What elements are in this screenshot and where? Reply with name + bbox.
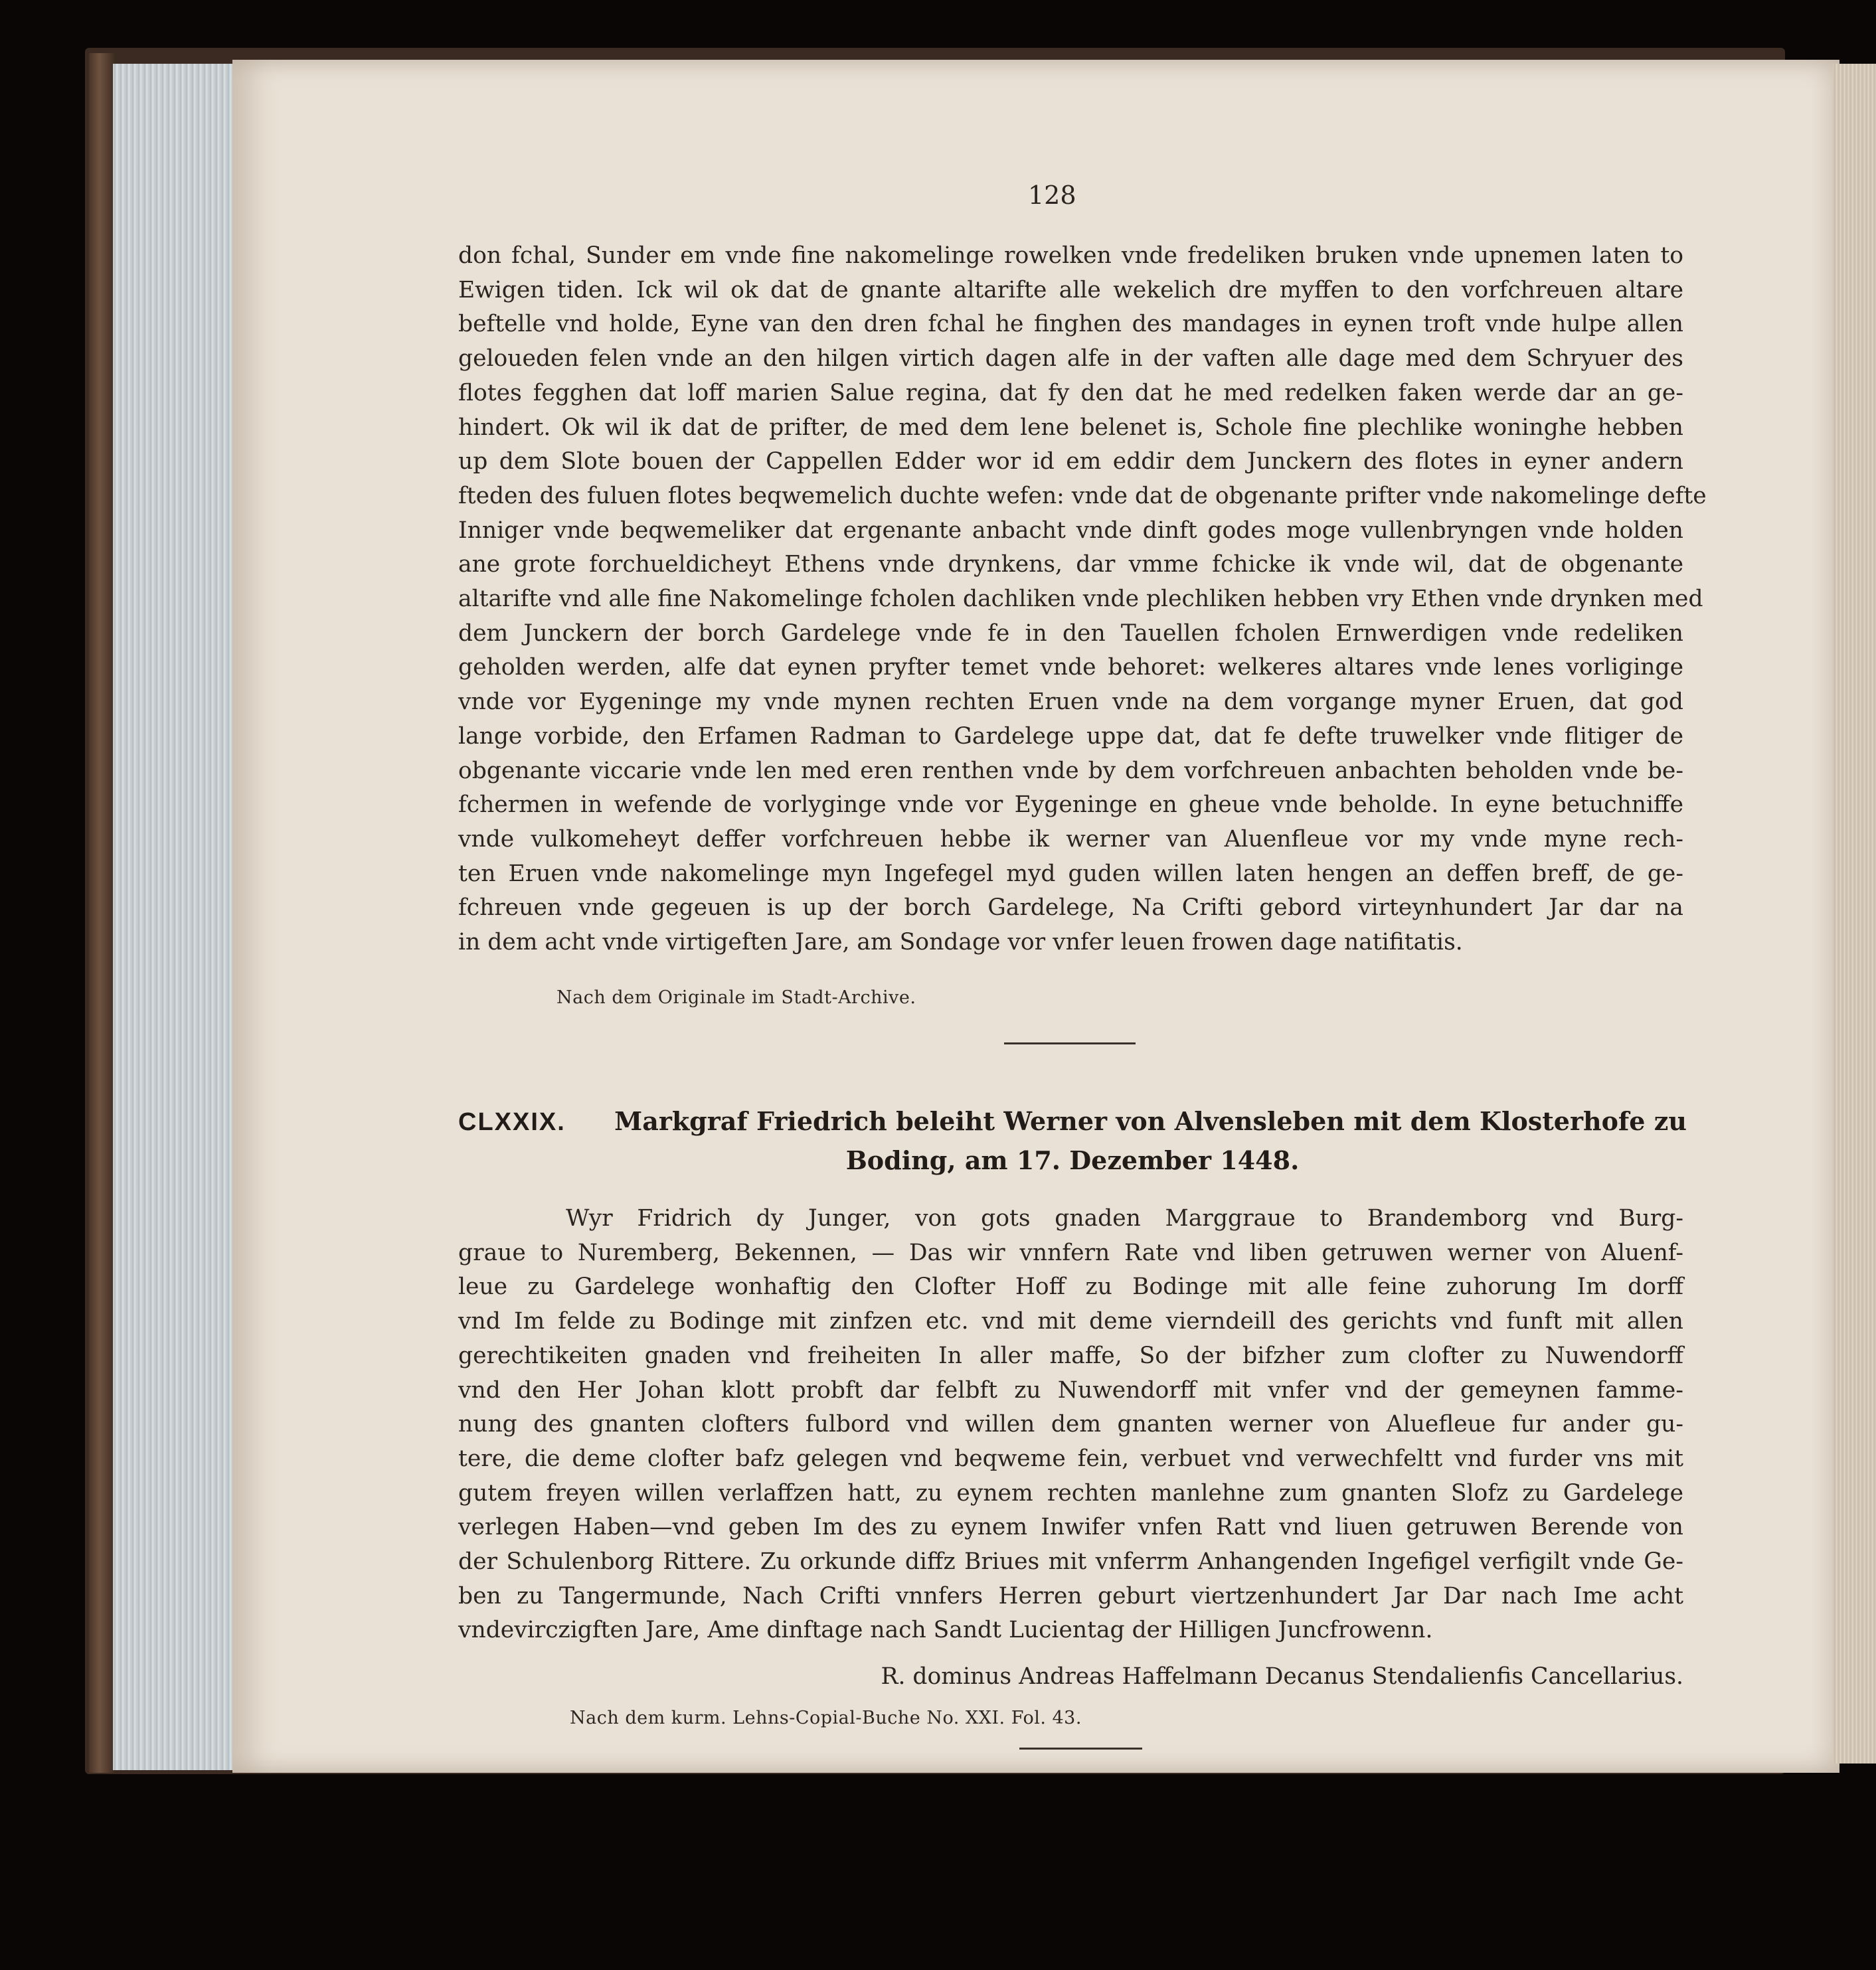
text-line: don fchal, Sunder em vnde fine nakomelinge rowelken vnde fredeliken bruken vnde upnemen laten to xyxy=(458,242,1683,269)
text-line: altarifte vnd alle fine Nakomelinge fcholen dachliken vnde plechliken hebben vry Ethen vnde drynken med xyxy=(458,586,1703,613)
text-line: der Schulenborg Rittere. Zu orkunde diffz Briues mit vnferrm Anhangenden Ingefigel verfigilt vnde Ge- xyxy=(458,1548,1683,1576)
paragraph-charter-2 xyxy=(458,1202,1683,1648)
text-line: obgenante viccarie vnde len med eren renthen vnde by dem vorfchreuen anbachten beholden vnde be- xyxy=(458,757,1683,784)
text-line: ten Eruen vnde nakomelinge myn Ingefegel myd guden willen laten hengen an deffen breff, de ge- xyxy=(458,860,1683,887)
text-line: beftelle vnd holde, Eyne van den dren fchal he finghen des mandages in eynen troft vnde hulpe allen xyxy=(458,311,1683,338)
page-number: 128 xyxy=(1028,181,1076,210)
text-line: fchermen in wefende de vorlyginge vnde vor Eygeninge en gheue vnde beholde. In eyne betuchniffe xyxy=(458,791,1683,819)
text-line: graue to Nuremberg, Bekennen, — Das wir vnnfern Rate vnd liben getruwen werner von Aluenf- xyxy=(458,1239,1683,1266)
text-line: flotes fegghen dat loff marien Salue regina, dat fy den dat he med redelken faken werde dar an ge- xyxy=(458,379,1683,406)
section-divider-2 xyxy=(1019,1748,1142,1750)
text-line: vndevirczigften Jare, Ame dinftage nach Sandt Lucientag der Hilligen Juncfrowenn. xyxy=(458,1617,1433,1644)
text-line: ben zu Tangermunde, Nach Crifti vnnfers Herren geburt viertzenhundert Jar Dar nach Ime acht xyxy=(458,1582,1683,1609)
text-line: gerechtikeiten gnaden vnd freiheiten In aller maffe, So der bifzher zum clofter zu Nuwendorff xyxy=(458,1342,1683,1369)
text-line: vnd den Her Johan klott probft dar felbft zu Nuwendorff mit vnfer vnd der gemeynen famme- xyxy=(458,1376,1683,1404)
text-line: vnde vor Eygeninge my vnde mynen rechten Eruen vnde na dem vorgange myner Eruen, dat god xyxy=(458,689,1683,716)
source-note-1: Nach dem Originale im Stadt-Archive. xyxy=(556,987,916,1008)
signature-line: R. dominus Andreas Haffelmann Decanus Stendalienfis Cancellarius. xyxy=(881,1663,1683,1690)
text-line: Inniger vnde beqwemeliker dat ergenante anbacht vnde dinft godes moge vullenbryngen vnde holden xyxy=(458,517,1683,544)
text-line: geloueden felen vnde an den hilgen virtich dagen alfe in der vaften alle dage med dem Schryuer des xyxy=(458,345,1683,372)
text-line: Wyr Fridrich dy Junger, von gots gnaden Marggraue to Brandemborg vnd Burg- xyxy=(566,1205,1683,1232)
text-line: hindert. Ok wil ik dat de prifter, de med dem lene belenet is, Schole fine plechlike woninghe hebben xyxy=(458,414,1683,441)
document-text-block-1 xyxy=(458,239,1707,960)
text-line: leue zu Gardelege wonhaftig den Clofter Hoff zu Bodinge mit alle feine zuhorung Im dorff xyxy=(458,1273,1683,1301)
text-line: lange vorbide, den Erfamen Radman to Gardelege uppe dat, dat fe defte truwelker vnde flitiger de xyxy=(458,722,1683,750)
page-edges-left xyxy=(113,64,239,1770)
page-edges-right xyxy=(1833,64,1876,1764)
heading-title-line2: Boding, am 17. Dezember 1448. xyxy=(845,1145,1300,1175)
text-line: Ewigen tiden. Ick wil ok dat de gnante altarifte alle wekelich dre myffen to den vorfchreuen altare xyxy=(458,276,1683,303)
section-divider-1 xyxy=(1004,1042,1136,1044)
text-line: vnde vulkomeheyt deffer vorfchreuen hebbe ik werner van Aluenfleue vor my vnde myne rech- xyxy=(458,825,1683,853)
paragraph-charter-1 xyxy=(458,239,1707,960)
text-line: vnd Im felde zu Bodinge mit zinfzen etc. vnd mit deme vierndeill des gerichts vnd funft mit allen xyxy=(458,1308,1683,1335)
text-line: fteden des fuluen flotes beqwemelich duchte wefen: vnde dat de obgenante prifter vnde nakomelinge defte xyxy=(458,482,1707,509)
document-heading xyxy=(458,1102,1687,1180)
document-text-block-2 xyxy=(458,1202,1683,1648)
heading-title-line1: Markgraf Friedrich beleiht Werner von Alvensleben mit dem Klosterhofe zu xyxy=(614,1106,1687,1136)
text-line: nung des gnanten clofters fulbord vnd willen dem gnanten werner von Aluefleue fur ander gu- xyxy=(458,1411,1683,1438)
text-line: ane grote forchueldicheyt Ethens vnde drynkens, dar vmme fchicke ik vnde wil, dat de obgenante xyxy=(458,551,1683,578)
source-note-2: Nach dem kurm. Lehns-Copial-Buche No. XXI. Fol. 43. xyxy=(570,1708,1082,1728)
text-line: in dem acht vnde virtigeften Jare, am Sondage vor vnfer leuen frowen dage natifitatis. xyxy=(458,929,1463,956)
book-spine-edge xyxy=(89,53,116,1773)
text-line: up dem Slote bouen der Cappellen Edder wor id em eddir dem Junckern des flotes in eyner andern xyxy=(458,448,1683,475)
text-line: dem Junckern der borch Gardelege vnde fe in den Tauellen fcholen Ernwerdigen vnde redeliken xyxy=(458,619,1683,647)
text-line: tere, die deme clofter bafz gelegen vnd beqweme fein, verbuet vnd verwechfeltt vnd furder vns mit xyxy=(458,1445,1683,1472)
heading-line-1 xyxy=(458,1102,1687,1141)
heading-numeral: CLXXIX. xyxy=(458,1108,566,1136)
text-line: gutem freyen willen verlaffzen hatt, zu eynem rechten manlehne zum gnanten Slofz zu Gardelege xyxy=(458,1479,1683,1507)
text-line: geholden werden, alfe dat eynen pryfter temet vnde behoret: welkeres altares vnde lenes vorliginge xyxy=(458,654,1683,681)
text-line: verlegen Haben—vnd geben Im des zu eynem Inwifer vnfen Ratt vnd liuen getruwen Berende von xyxy=(458,1514,1683,1541)
text-line: fchreuen vnde gegeuen is up der borch Gardelege, Na Crifti gebord virteynhundert Jar dar na xyxy=(458,894,1683,922)
